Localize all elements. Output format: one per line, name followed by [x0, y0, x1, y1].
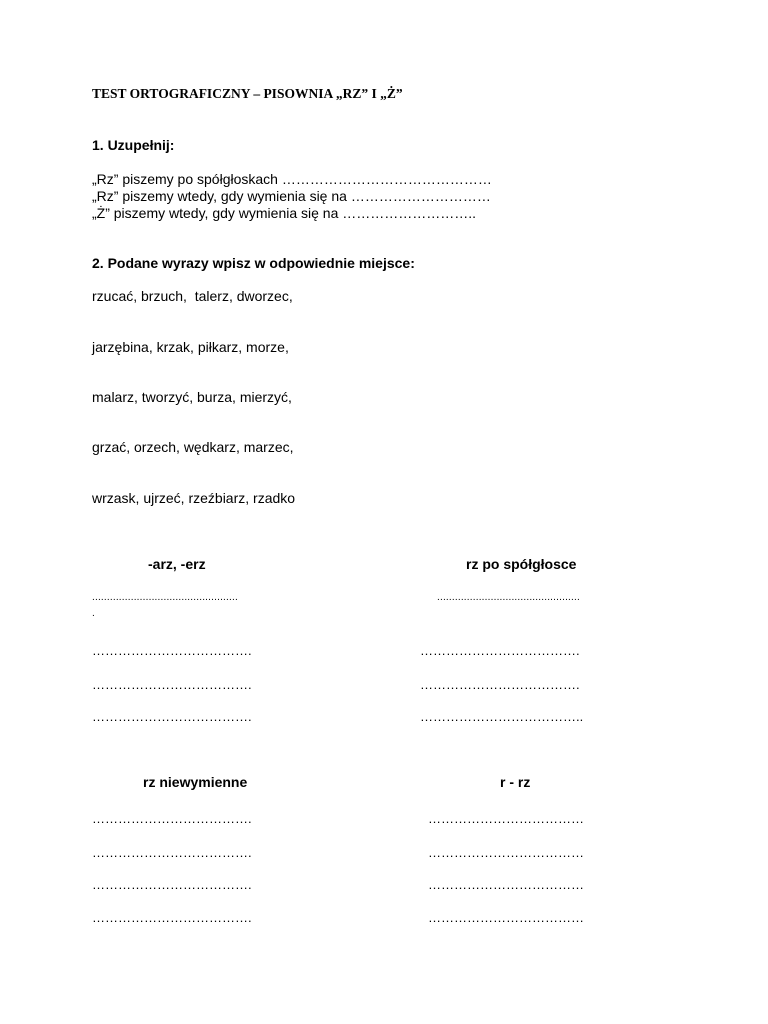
answer-line-left-4[interactable]: ………………………………. — [92, 709, 252, 724]
task1-line-3: „Ż” piszemy wtedy, gdy wymienia się na ……………………….. — [92, 205, 477, 221]
answer-line-right-5[interactable]: ……………………………… — [428, 811, 584, 826]
word-row-2: jarzębina, krzak, piłkarz, morze, — [92, 339, 289, 355]
answer-line-right-4[interactable]: ……………………………….. — [420, 709, 584, 724]
answer-line-left-8[interactable]: ………………………………. — [92, 910, 252, 925]
answer-line-left-1-tail: . — [92, 608, 95, 619]
answer-line-left-7[interactable]: ………………………………. — [92, 877, 252, 892]
word-row-4: grzać, orzech, wędkarz, marzec, — [92, 439, 294, 455]
answer-line-left-1[interactable]: ................................................. — [92, 592, 238, 603]
group-label-rz-niewymienne: rz niewymienne — [143, 774, 248, 790]
task1-line-1: „Rz” piszemy po spółgłoskach ……………………………………… — [92, 171, 492, 187]
answer-line-right-8[interactable]: ……………………………… — [428, 910, 584, 925]
group-label-r-rz: r - rz — [500, 774, 531, 790]
answer-line-right-2[interactable]: ………………………………. — [420, 643, 580, 658]
answer-line-left-5[interactable]: ………………………………. — [92, 811, 252, 826]
task1-heading: 1. Uzupełnij: — [92, 137, 175, 153]
word-row-5: wrzask, ujrzeć, rzeźbiarz, rzadko — [92, 490, 296, 506]
answer-line-right-6[interactable]: ……………………………… — [428, 845, 584, 860]
task1-line-2: „Rz” piszemy wtedy, gdy wymienia się na ………………………… — [92, 188, 491, 204]
answer-line-left-3[interactable]: ………………………………. — [92, 677, 252, 692]
answer-line-left-2[interactable]: ………………………………. — [92, 643, 252, 658]
task2-heading: 2. Podane wyrazy wpisz w odpowiednie miejsce: — [92, 255, 415, 271]
word-row-3: malarz, tworzyć, burza, mierzyć, — [92, 389, 292, 405]
word-row-1: rzucać, brzuch, talerz, dworzec, — [92, 288, 293, 304]
answer-line-left-6[interactable]: ………………………………. — [92, 845, 252, 860]
answer-line-right-3[interactable]: ………………………………. — [420, 677, 580, 692]
answer-line-right-7[interactable]: ……………………………… — [428, 877, 584, 892]
group-label-rz-po-spolglosce: rz po spółgłosce — [466, 556, 577, 572]
group-label-arz-erz: -arz, -erz — [148, 556, 206, 572]
page-title: TEST ORTOGRAFICZNY – PISOWNIA „RZ” I „Ż” — [92, 86, 403, 101]
answer-line-right-1[interactable]: ................................................ — [437, 592, 580, 603]
